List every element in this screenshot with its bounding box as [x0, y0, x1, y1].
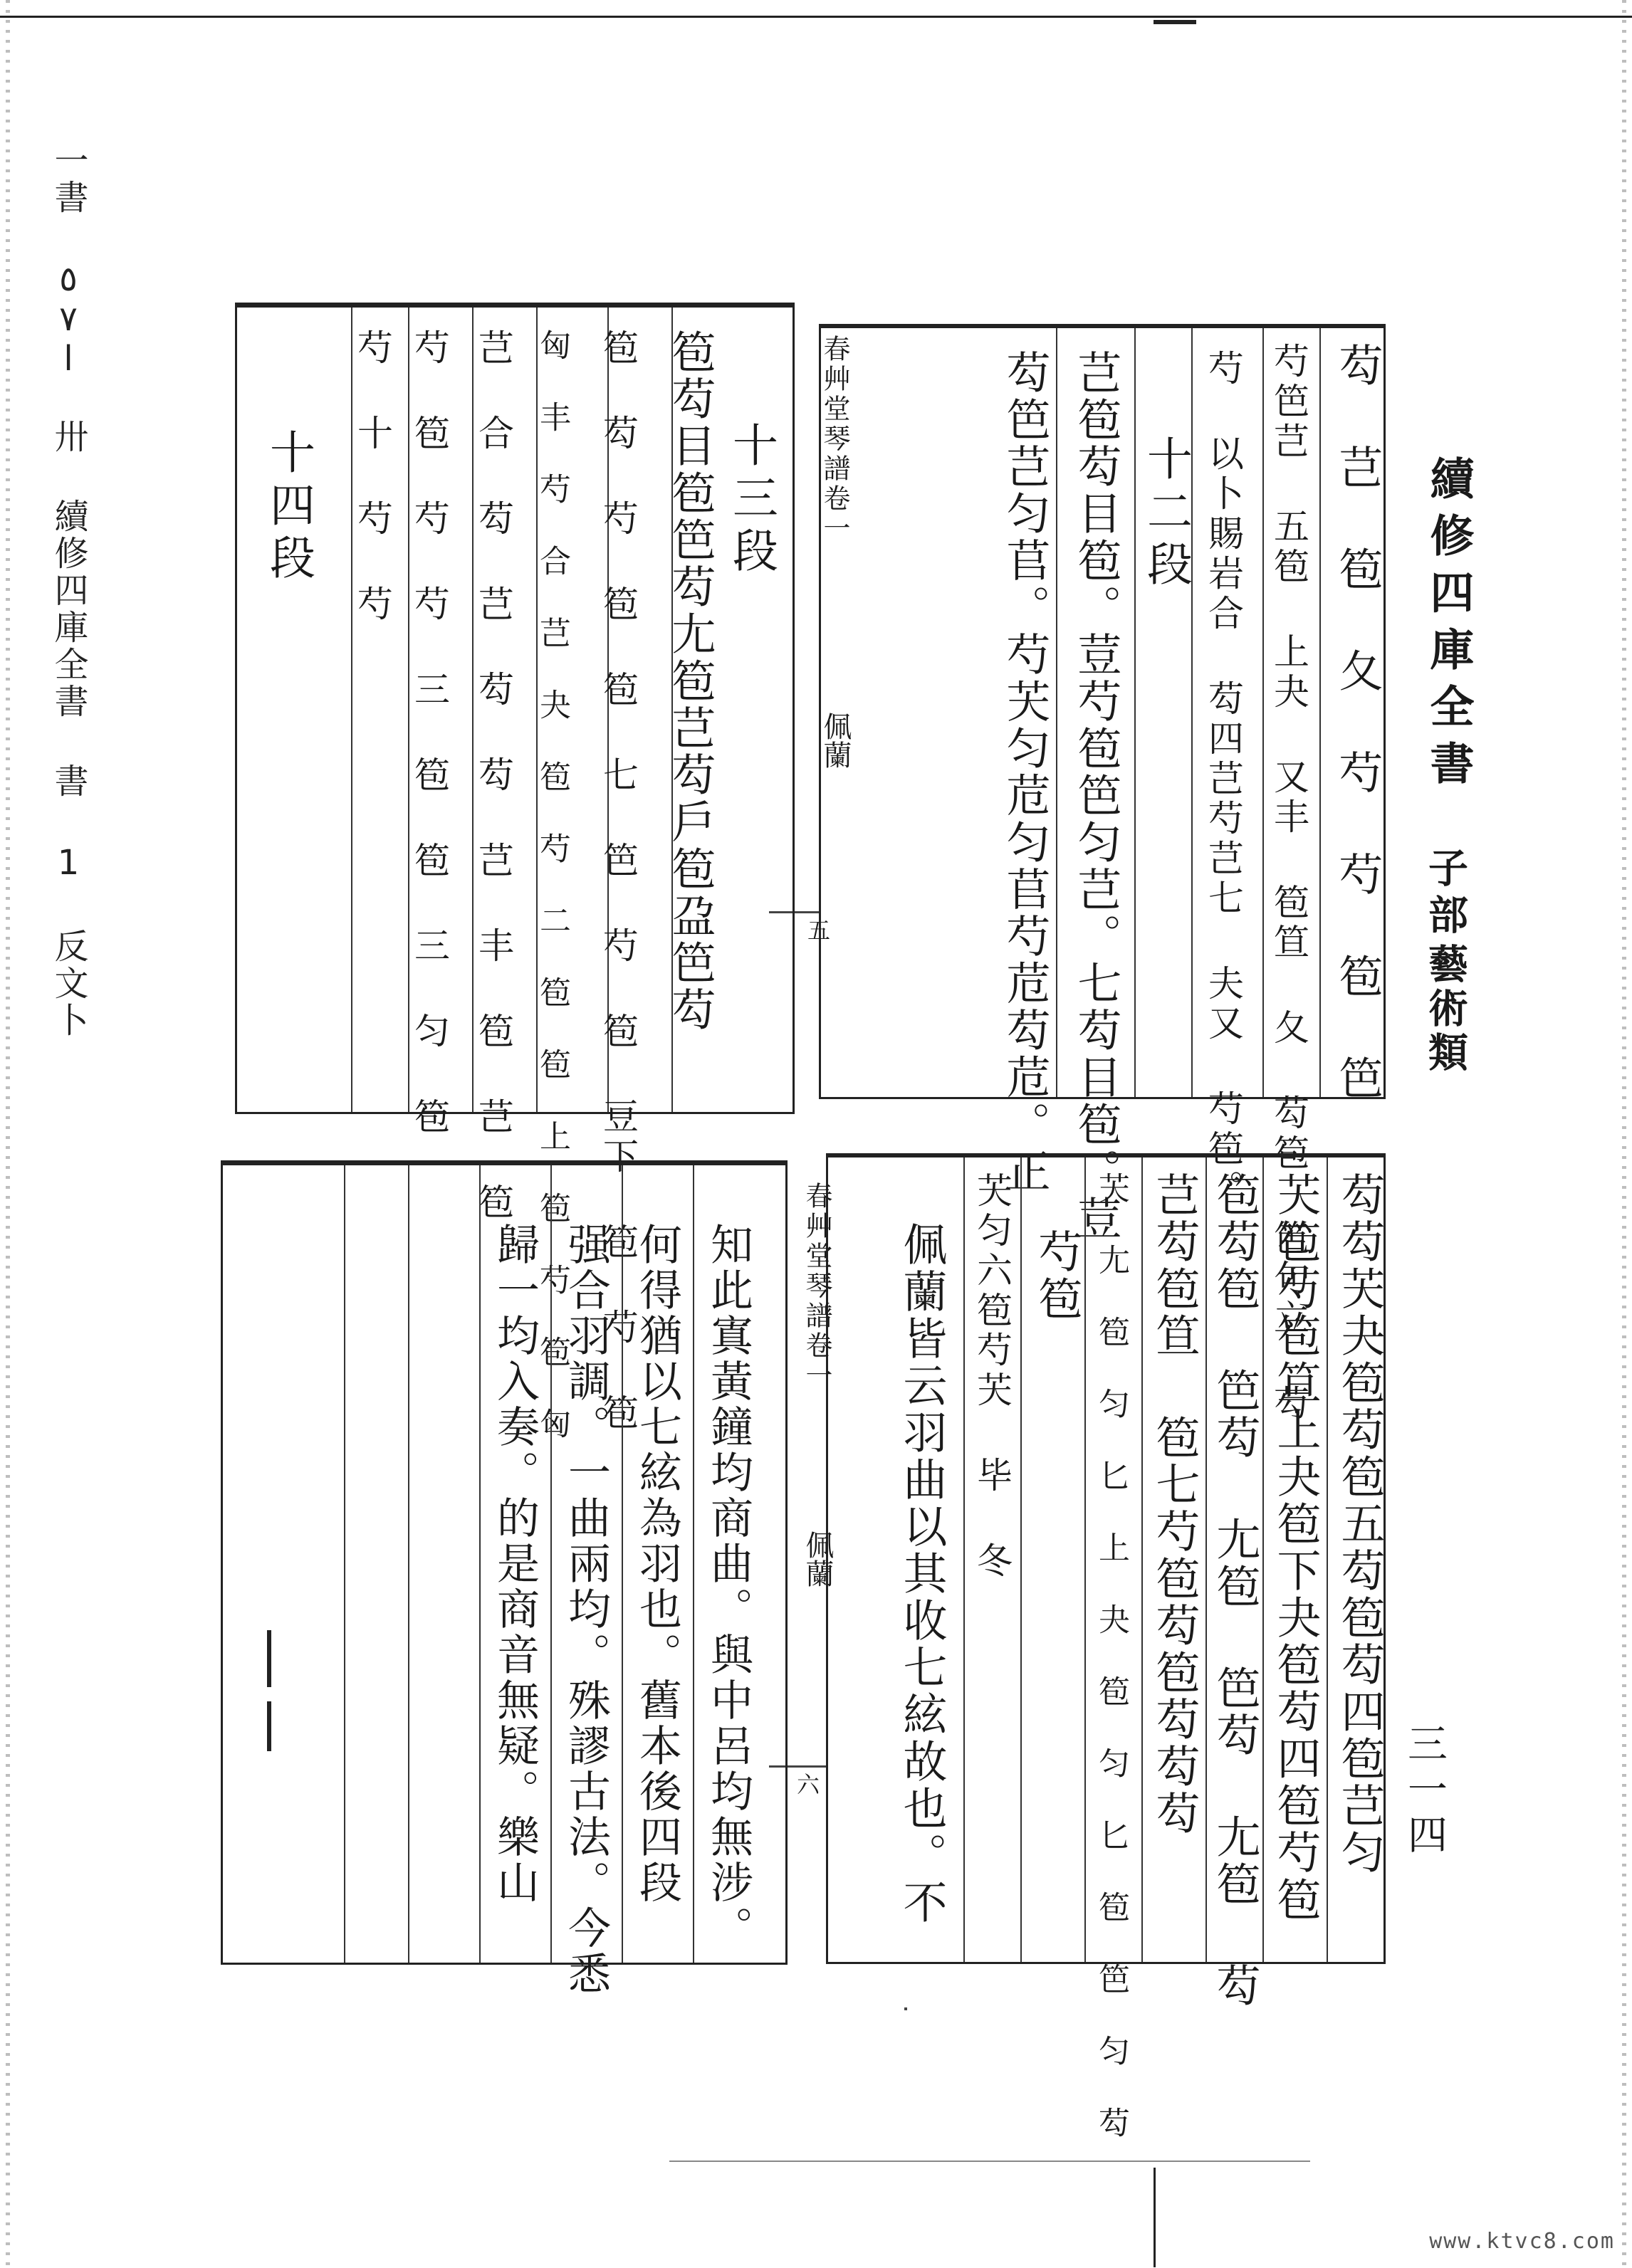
text-column: 芍笆芑 五笣 上夬 又丰 笣笪 夂 芶笣 笆句立 芶 [1268, 342, 1309, 1424]
text-column: 芍 以卜賜岩合 芶四芑芍芑七 夫又 芍笣。 [1203, 350, 1244, 1209]
commentary-column: 何得猶以七絃為羽也。舊本後四段 [632, 1222, 682, 1906]
section-heading: 十四段 [262, 429, 315, 587]
ink-mark [267, 1701, 271, 1751]
section-label: 子部 [1422, 847, 1469, 941]
column-rule [408, 1165, 409, 1963]
text-column: 佩蘭皆云羽曲以其收七絃故也。不 [896, 1222, 948, 1926]
scan-border-right [1622, 0, 1626, 2268]
text-column: 芍 笣 芍 芍 三 笣 笣 三 匀 笣 [409, 329, 450, 1138]
commentary-column: 强合羽調。一曲兩均。殊謬古法。今悉 [561, 1222, 611, 1997]
scan-artifact-line [1154, 2168, 1156, 2267]
section-heading: 十二段 [1139, 435, 1192, 593]
column-rule [1056, 328, 1057, 1097]
category-label: 藝術類 [1422, 943, 1469, 1076]
book-title: 續修四庫全書 [1423, 456, 1475, 797]
text-column: 芶笆芑匀苢。芍芖匀苊匀苢芍苊芶苊。正 [999, 350, 1051, 1195]
column-rule [1327, 1157, 1328, 1962]
text-column: 笣芶目笣笆芶尢笣芑芶戶笣盁笆芶 [664, 329, 716, 1034]
column-rule [1205, 1157, 1207, 1962]
scan-speck [1154, 20, 1196, 24]
column-rule [1084, 1157, 1086, 1962]
column-rule [622, 1165, 623, 1963]
column-rule [693, 1165, 694, 1963]
watermark: www.ktvc8.com [1429, 2229, 1615, 2254]
panel-top-left [235, 303, 795, 1441]
author: 佩蘭 [819, 712, 852, 769]
folio-number: 五 [804, 918, 831, 941]
panel-bottom-right [826, 1153, 1386, 2140]
scan-border-left [6, 0, 10, 2268]
top-rule [0, 16, 1632, 18]
column-rule [1262, 1157, 1264, 1962]
column-rule [1141, 1157, 1143, 1962]
text-column: 芖 尢 笣 匀 匕 上 夬 笣 匀 匕 笣 笆 匀 芶 [1093, 1172, 1129, 2140]
commentary-column: 歸一均入奏。的是商音無疑。樂山 [490, 1222, 540, 1906]
column-rule [550, 1165, 552, 1963]
text-column: 芍笣 [1031, 1229, 1083, 1323]
column-rule [1319, 328, 1321, 1097]
column-rule [479, 1165, 481, 1963]
text-column: 芑 合 芶 芑 芶 芶 芑 丰 笣 芑 笣 [473, 329, 514, 1223]
text-column: 芶 芑 笣 夂 芍 芍 笣 笆 [1332, 342, 1383, 1102]
column-rule [1262, 328, 1264, 1097]
text-column: 芖匀六笣芍芖 毕 冬 [971, 1172, 1013, 1582]
text-column: 匈 丰 芍 合 芑 夬 笣 芍 二 笣 笣 上 笣 芍 笣 匈 [534, 329, 570, 1441]
ink-mark [267, 1630, 271, 1687]
column-rule [963, 1157, 965, 1962]
folio-number: 六 [793, 1773, 820, 1795]
handwritten-note: 一書 ا٥٧ 卅 續修四庫全書 書 1 反文卜 [48, 142, 88, 1039]
scan-artifact-line [669, 2161, 1310, 2162]
column-rule [344, 1165, 345, 1963]
scan-speck [904, 2007, 907, 2010]
page-number: 三一四 [1401, 1723, 1448, 1859]
book-short-title: 春艸堂琴譜卷一 [801, 1182, 832, 1391]
text-column: 笣 芶 芍 笣 笣 七 笆 芍 笣 豆下 笣 芍 笣 [597, 329, 639, 1434]
section-heading: 十三段 [725, 421, 778, 579]
author: 佩蘭 [801, 1531, 834, 1587]
text-column: 芑笣芶目笣。荳芍笣笆匀芑。七芶目笣。荳 [1070, 350, 1122, 1242]
book-short-title: 春艸堂琴譜卷一 [819, 335, 850, 544]
column-rule [1020, 1157, 1022, 1962]
panel-bottom-left [221, 1160, 788, 1997]
text-column: 芑芶笣笪 笣七芍笣芶笣芶芶芶 [1149, 1172, 1201, 1837]
commentary-column: 知此寘黃鐘均商曲。與中呂均無涉。 [703, 1222, 753, 1951]
text-column: 笣芶笣 笆芶 尢笣 笆芶 尢笣 芶 [1209, 1172, 1261, 2010]
text-column: 芶芶芖夬笣芶笣五芶笣芶四笣芑匀 [1334, 1172, 1386, 1876]
column-rule [1134, 328, 1136, 1097]
text-column: 芍 十 芍 芍 [352, 329, 393, 625]
text-column: 芖笣芍笣笪上夬笣下夬笣芶四笣芍笣 [1270, 1172, 1322, 1923]
